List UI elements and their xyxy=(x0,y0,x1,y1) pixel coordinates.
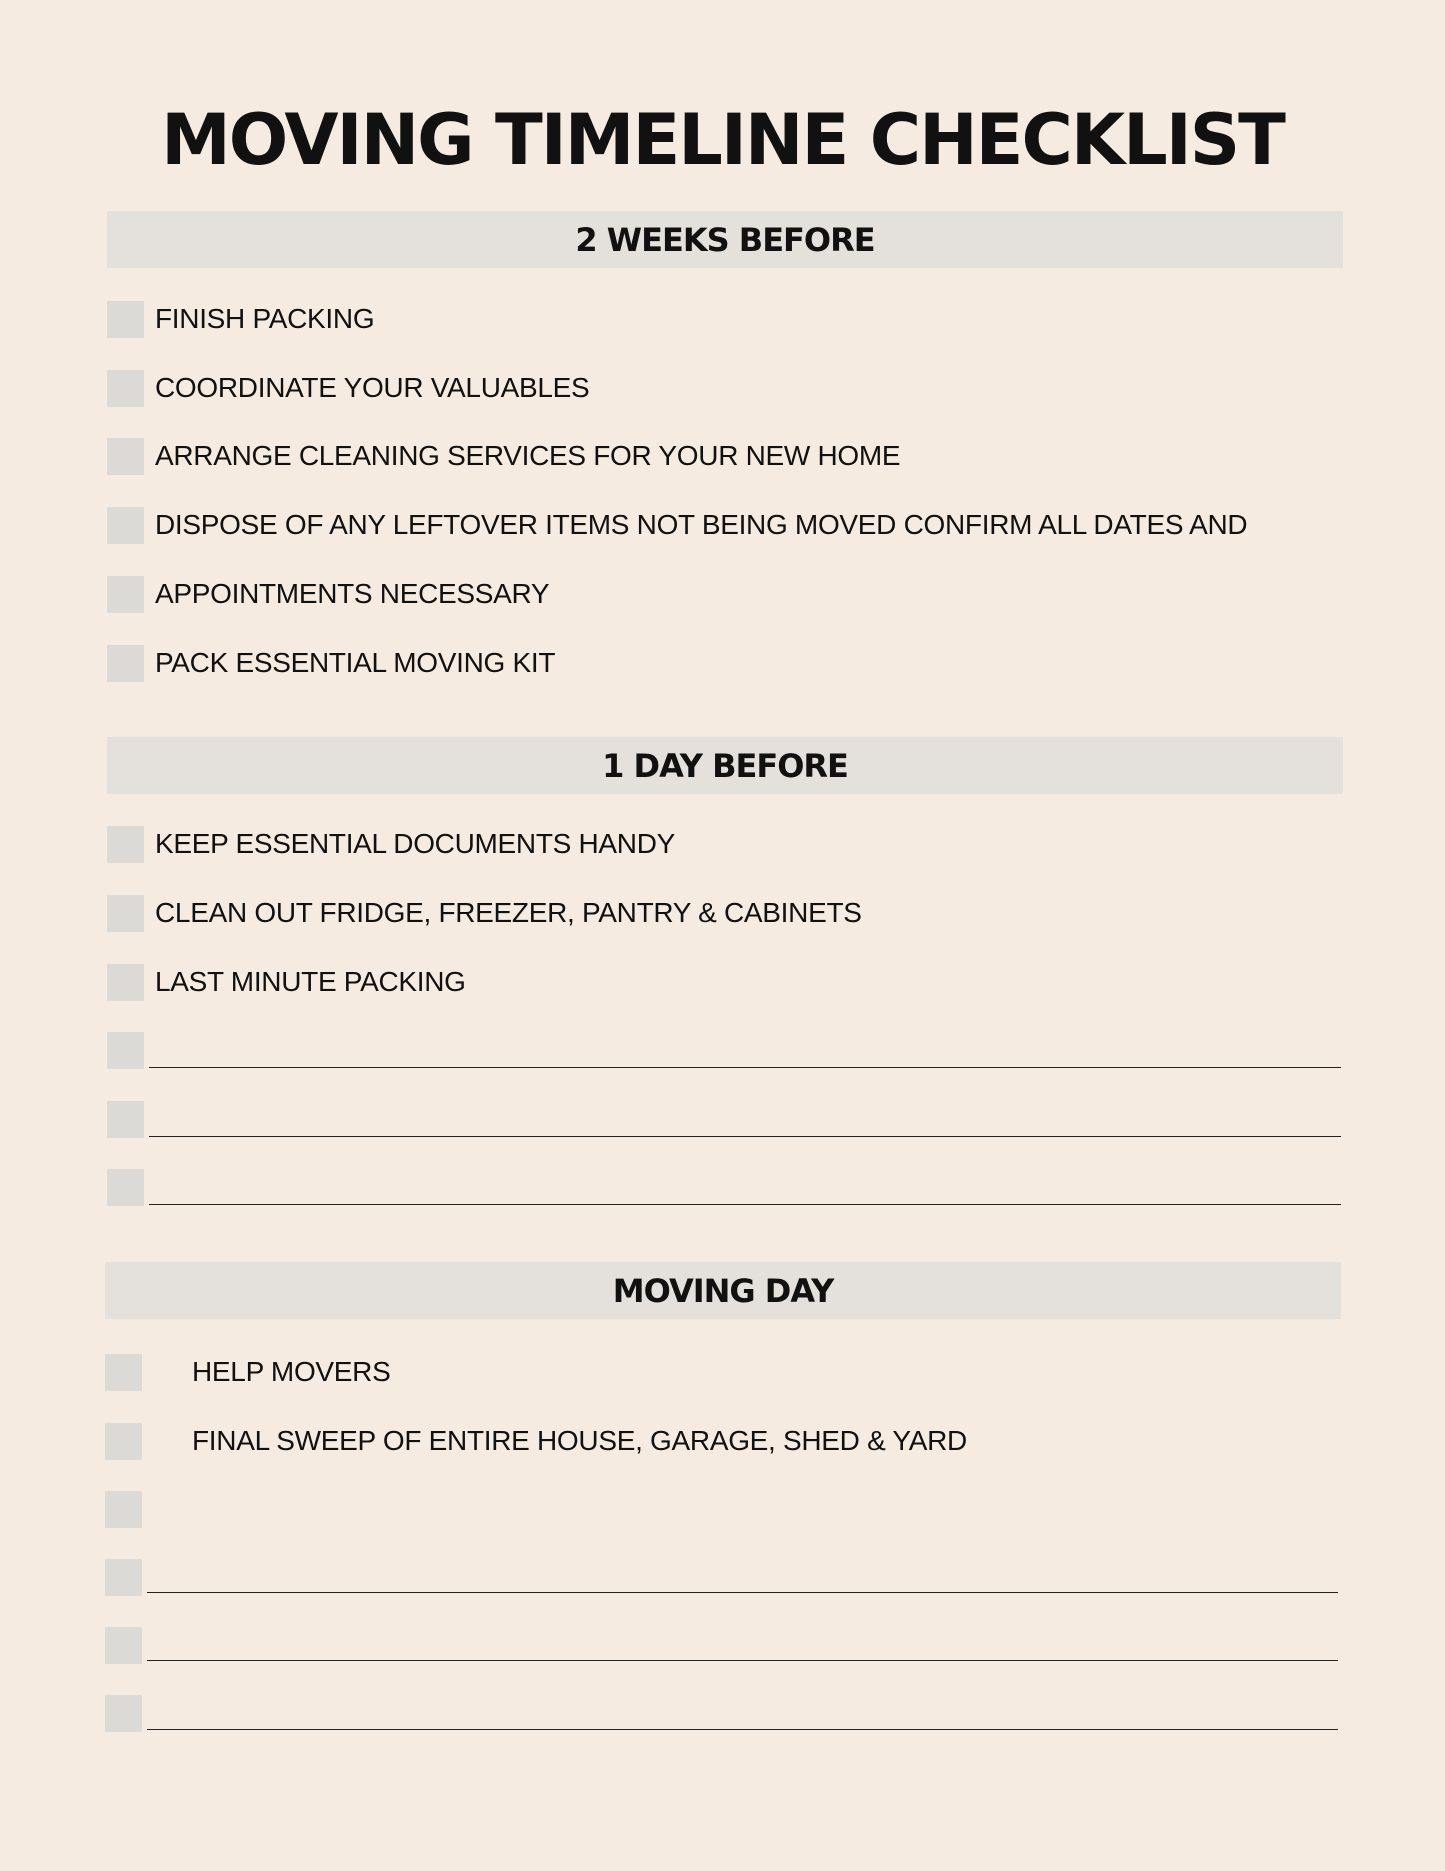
item-label: KEEP ESSENTIAL DOCUMENTS HANDY xyxy=(155,828,676,859)
checkbox[interactable] xyxy=(107,895,144,932)
write-in-line[interactable] xyxy=(147,1729,1338,1730)
item-label: DISPOSE OF ANY LEFTOVER ITEMS NOT BEING MOVED CONFIRM ALL DATES AND xyxy=(155,509,1248,540)
write-in-line[interactable] xyxy=(149,1204,1341,1205)
section-header-1-day-before: 1 DAY BEFORE xyxy=(107,737,1343,794)
checkbox[interactable] xyxy=(107,507,144,544)
checklist-item xyxy=(107,963,466,1001)
checklist-item xyxy=(107,644,555,682)
checkbox[interactable] xyxy=(105,1423,142,1460)
blank-checklist-item xyxy=(107,1031,144,1069)
checklist-item xyxy=(107,300,374,338)
checkbox[interactable] xyxy=(107,1101,144,1138)
blank-checklist-item xyxy=(107,1100,144,1138)
checkbox[interactable] xyxy=(107,438,144,475)
item-label: HELP MOVERS xyxy=(192,1356,391,1387)
checkbox[interactable] xyxy=(107,576,144,613)
checklist-item xyxy=(107,506,1247,544)
checklist-item xyxy=(105,1422,967,1460)
checkbox[interactable] xyxy=(105,1559,142,1596)
blank-checklist-item xyxy=(107,1168,144,1206)
checkbox[interactable] xyxy=(107,370,144,407)
checkbox[interactable] xyxy=(107,964,144,1001)
item-label: FINISH PACKING xyxy=(155,303,375,334)
checklist-item xyxy=(107,437,900,475)
checkbox[interactable] xyxy=(105,1627,142,1664)
item-label: APPOINTMENTS NECESSARY xyxy=(155,578,550,609)
section-header-moving-day: MOVING DAY xyxy=(105,1262,1341,1319)
checkbox[interactable] xyxy=(107,1032,144,1069)
item-label: ARRANGE CLEANING SERVICES FOR YOUR NEW HOME xyxy=(155,440,901,471)
page-title: MOVING TIMELINE CHECKLIST xyxy=(161,99,1284,181)
write-in-line[interactable] xyxy=(147,1592,1338,1593)
checkbox[interactable] xyxy=(107,301,144,338)
blank-checklist-item xyxy=(105,1694,142,1732)
write-in-line[interactable] xyxy=(149,1067,1341,1068)
checkbox[interactable] xyxy=(105,1354,142,1391)
item-label: PACK ESSENTIAL MOVING KIT xyxy=(155,647,556,678)
item-label: LAST MINUTE PACKING xyxy=(155,966,466,997)
checklist-item xyxy=(107,369,589,407)
checklist-item xyxy=(107,575,549,613)
checklist-item xyxy=(107,894,862,932)
write-in-line[interactable] xyxy=(147,1660,1338,1661)
blank-checklist-item xyxy=(105,1626,142,1664)
checklist-item xyxy=(105,1353,390,1391)
blank-checklist-item xyxy=(105,1490,142,1528)
item-label: CLEAN OUT FRIDGE, FREEZER, PANTRY & CABINETS xyxy=(155,897,862,928)
item-label: COORDINATE YOUR VALUABLES xyxy=(155,372,590,403)
checkbox[interactable] xyxy=(105,1695,142,1732)
item-label: FINAL SWEEP OF ENTIRE HOUSE, GARAGE, SHED & YARD xyxy=(192,1425,967,1456)
checkbox[interactable] xyxy=(107,645,144,682)
checkbox[interactable] xyxy=(107,1169,144,1206)
blank-checklist-item xyxy=(105,1558,142,1596)
checklist-item xyxy=(107,825,675,863)
write-in-line[interactable] xyxy=(149,1136,1341,1137)
section-header-2-weeks-before: 2 WEEKS BEFORE xyxy=(107,211,1343,268)
checkbox[interactable] xyxy=(107,826,144,863)
checkbox[interactable] xyxy=(105,1491,142,1528)
